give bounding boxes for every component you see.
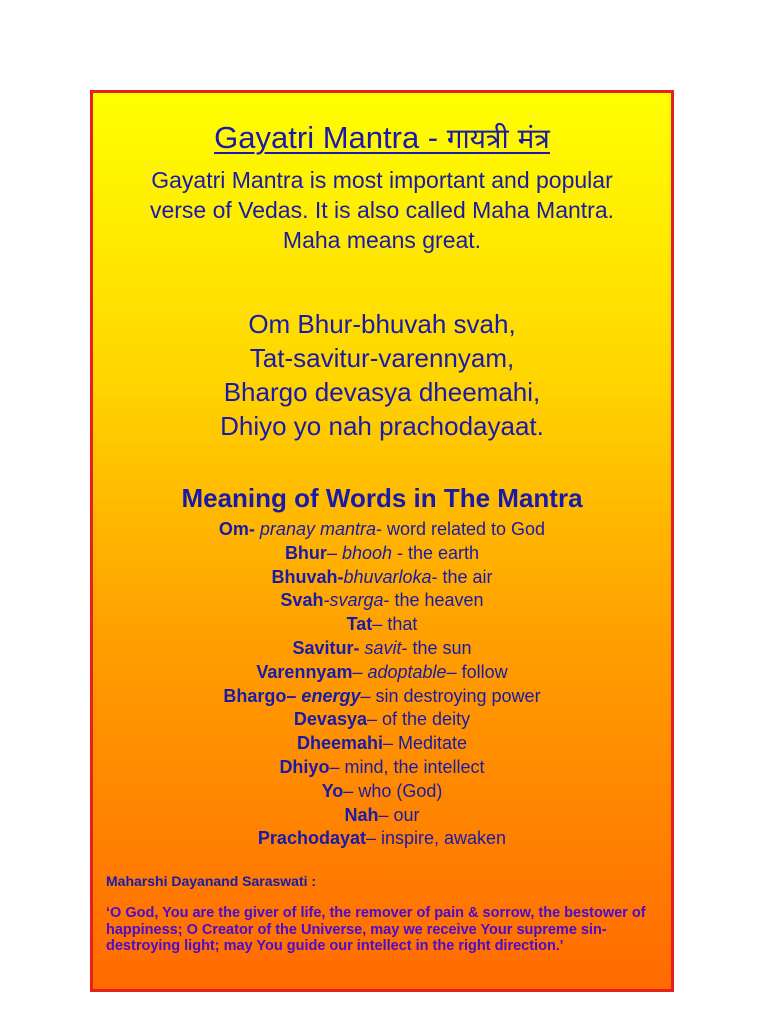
word-term: Dhiyo (279, 756, 330, 777)
verse-line: Tat-savitur-varennyam, (249, 343, 515, 373)
word-term: Yo (321, 780, 344, 801)
word-row (93, 661, 671, 685)
word-meaning: – that (372, 614, 418, 635)
word-meaning: - word related to God (375, 519, 546, 539)
intro-paragraph (113, 165, 651, 255)
word-row (93, 542, 671, 566)
title-hindi: गायत्री मंत्र (446, 122, 550, 155)
word-root: – energy (286, 685, 361, 706)
word-meaning: – inspire, awaken (365, 828, 507, 849)
verse-line: Bhargo devasya dheemahi, (223, 377, 541, 407)
word-meaning-list (93, 518, 671, 851)
word-root: -svarga (323, 590, 384, 611)
verse-line: Om Bhur-bhuvah svah, (248, 309, 516, 339)
word-term: Dheemahi (296, 733, 383, 754)
word-term: Bhargo (223, 685, 287, 706)
title-english: Gayatri Mantra - (214, 120, 447, 155)
word-term: Prachodayat (257, 828, 366, 849)
word-row (93, 589, 671, 613)
word-row (93, 518, 671, 542)
word-term: Nah (344, 804, 379, 825)
word-meaning: - the heaven (383, 590, 484, 611)
word-row (93, 780, 671, 804)
mantra-card (90, 90, 674, 992)
word-row (93, 804, 671, 828)
word-term: Bhuvah- (271, 566, 344, 587)
word-row (93, 637, 671, 661)
intro-line: Gayatri Mantra is most important and popular (151, 167, 613, 193)
quote-author: Maharshi Dayanand Saraswati : (106, 873, 317, 889)
word-meaning: – follow (446, 661, 508, 682)
word-row (93, 756, 671, 780)
word-meaning: – Meditate (382, 733, 468, 754)
page-title (93, 119, 671, 157)
word-meaning: – mind, the intellect (329, 756, 485, 777)
intro-line: Maha means great. (282, 227, 482, 253)
word-term: Bhur (284, 542, 327, 563)
word-term: Varennyam (256, 661, 353, 682)
word-meaning: - the sun (401, 637, 472, 658)
prayer-quote: ‘O God, You are the giver of life, the remover of pain & sorrow, the bestower of happiness; O Creator of the Universe, may we receive Your supreme sin-destroying light; may You guide our intellect in the right direction.' (106, 905, 646, 954)
word-term: Savitur- (292, 637, 360, 658)
meaning-heading: Meaning of Words in The Mantra (181, 483, 583, 513)
word-meaning: – our (378, 804, 420, 825)
word-row (93, 708, 671, 732)
word-root: bhuvarloka (343, 566, 432, 587)
word-root: pranay mantra (254, 519, 376, 539)
verse-line: Dhiyo yo nah prachodayaat. (220, 411, 544, 441)
word-meaning: – of the deity (367, 709, 471, 730)
word-row (93, 566, 671, 590)
word-row (93, 827, 671, 851)
word-row (93, 732, 671, 756)
word-root: – adoptable (352, 661, 447, 682)
mantra-verse (93, 307, 671, 443)
word-meaning: - the earth (392, 542, 480, 563)
word-row (93, 685, 671, 709)
word-term: Devasya (293, 709, 367, 730)
word-term: Om- (218, 519, 255, 539)
word-meaning: – who (God) (343, 780, 443, 801)
word-meaning: - the air (431, 566, 493, 587)
word-term: Svah (280, 590, 324, 611)
word-root: savit (359, 637, 402, 658)
word-row (93, 613, 671, 637)
word-meaning: – sin destroying power (360, 685, 541, 706)
word-root: – bhooh (326, 542, 393, 563)
word-term: Tat (346, 614, 373, 635)
intro-line: verse of Vedas. It is also called Maha Mantra. (149, 197, 615, 223)
